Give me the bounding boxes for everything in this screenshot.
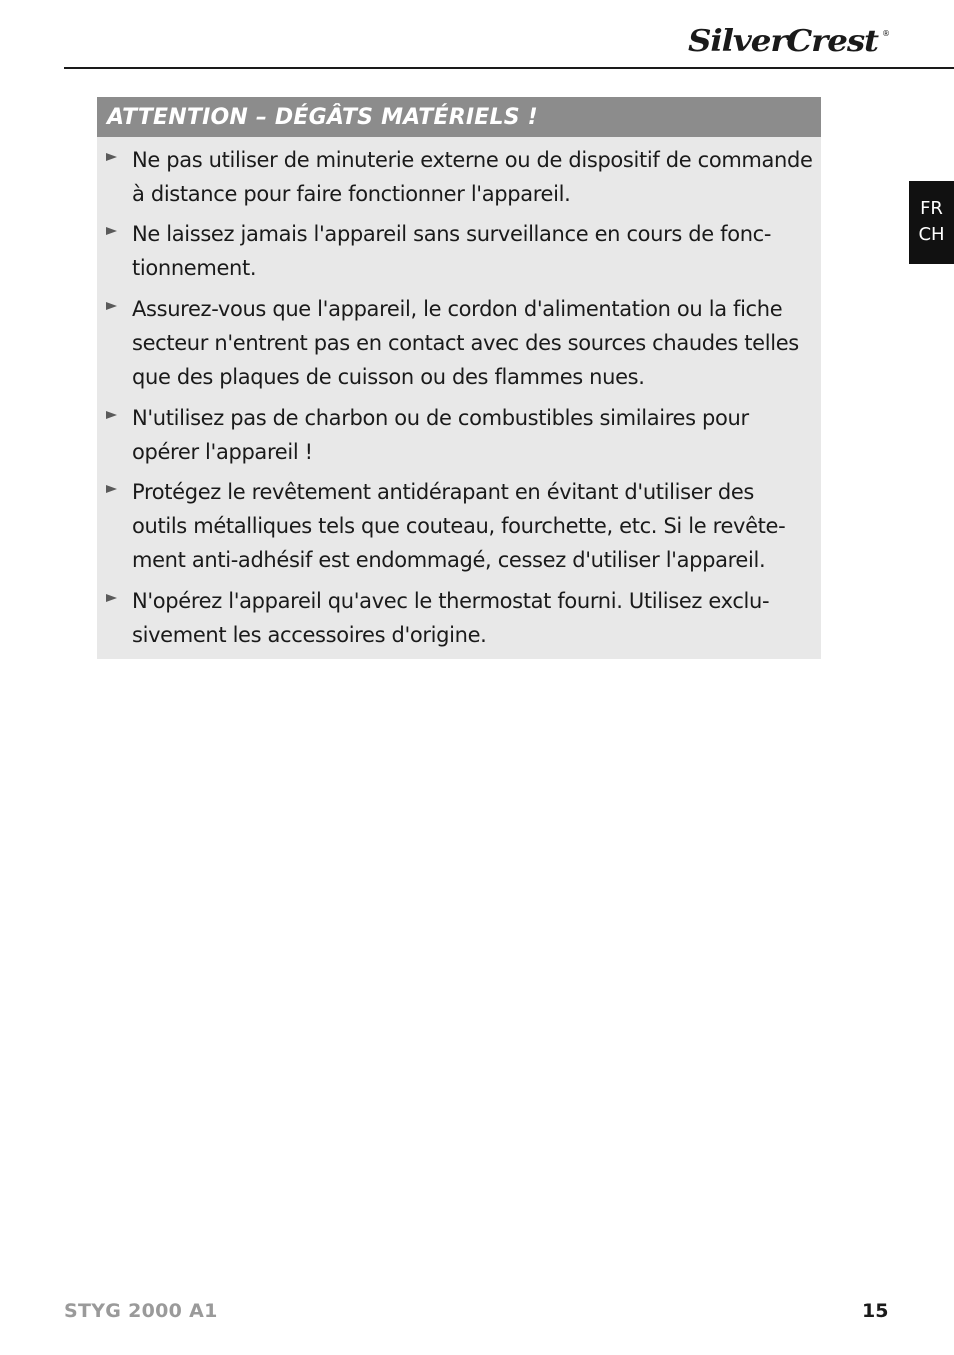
bullet-triangle-icon	[106, 153, 117, 161]
warning-item-text	[132, 292, 822, 394]
warning-item-line: Assurez-vous que l'appareil, le cordon d'alimentation ou la fiche	[132, 297, 783, 321]
warning-item-line: Ne laissez jamais l'appareil sans surveillance en cours de fonc-	[132, 222, 772, 246]
footer-page-number: 15	[862, 1300, 889, 1322]
language-tab-fr: FR	[920, 198, 943, 219]
bullet-triangle-icon	[106, 227, 117, 235]
bullet-triangle-icon	[106, 302, 117, 310]
warning-item-line: outils métalliques tels que couteau, fourchette, etc. Si le revête-	[132, 514, 786, 538]
registered-mark: ®	[882, 29, 890, 38]
warning-item-text	[132, 475, 822, 577]
bullet-triangle-icon	[106, 594, 117, 602]
warning-item-line: tionnement.	[132, 256, 257, 280]
warning-item-line: à distance pour faire fonctionner l'appareil.	[132, 182, 571, 206]
warning-item-line: sivement les accessoires d'origine.	[132, 623, 487, 647]
language-tab-ch: CH	[918, 224, 945, 245]
warning-item-line: ment anti-adhésif est endommagé, cessez d'utiliser l'appareil.	[132, 548, 766, 572]
warning-item-line: Protégez le revêtement antidérapant en évitant d'utiliser des	[132, 480, 755, 504]
warning-title: ATTENTION – DÉGÂTS MATÉRIELS !	[97, 97, 821, 137]
warning-item-text	[132, 217, 822, 285]
warning-item-text	[132, 584, 822, 652]
footer-model-number: STYG 2000 A1	[64, 1300, 218, 1322]
warning-item-line: que des plaques de cuisson ou des flammes nues.	[132, 365, 645, 389]
warning-item-line: Ne pas utiliser de minuterie externe ou de dispositif de commande	[132, 148, 813, 172]
language-tab	[909, 181, 954, 264]
bullet-triangle-icon	[106, 485, 117, 493]
warning-item-text	[132, 143, 822, 211]
bullet-triangle-icon	[106, 411, 117, 419]
silvercrest-logo	[688, 22, 893, 58]
warning-item-line: N'opérez l'appareil qu'avec le thermostat fourni. Utilisez exclu-	[132, 589, 770, 613]
warning-box	[97, 97, 821, 659]
header-rule	[64, 67, 954, 69]
silvercrest-logo-graphic	[688, 22, 893, 58]
warning-item-line: N'utilisez pas de charbon ou de combustibles similaires pour	[132, 406, 749, 430]
logo-wordmark: SilverCrest	[688, 24, 880, 58]
warning-item-line: secteur n'entrent pas en contact avec des sources chaudes telles	[132, 331, 799, 355]
warning-item-line: opérer l'appareil !	[132, 440, 313, 464]
warning-item-text	[132, 401, 822, 469]
